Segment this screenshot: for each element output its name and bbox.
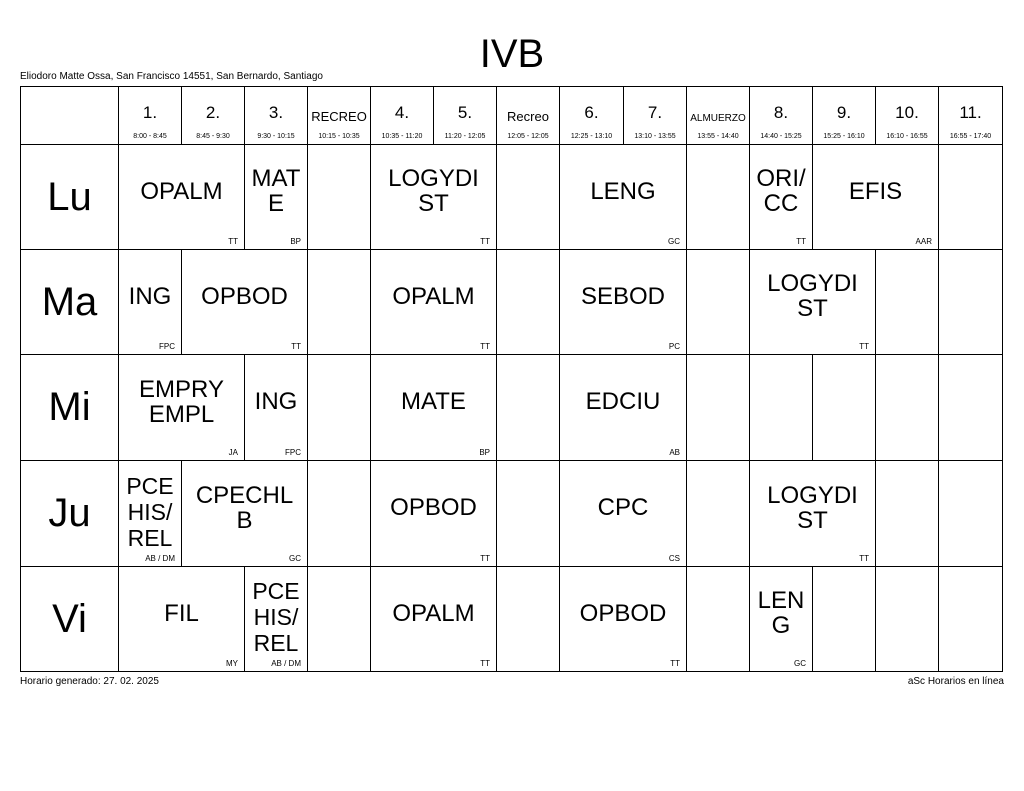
lesson-teacher: GC (668, 237, 680, 246)
timetable-title: IVB (479, 32, 545, 76)
day-name: Ma (41, 279, 98, 324)
period-label: 11. (959, 103, 982, 122)
day-name: Vi (52, 596, 87, 641)
lesson-subject: LOGYDI ST (767, 481, 858, 534)
lesson-subject: CPC (597, 494, 649, 521)
lesson-card[interactable] (244, 354, 308, 461)
lesson-subject: LEN G (757, 587, 805, 639)
lesson-teacher: AB / DM (271, 659, 301, 668)
lesson-card[interactable] (559, 460, 687, 567)
period-header (875, 86, 939, 145)
lesson-subject: LOGYDI ST (388, 165, 479, 217)
lesson-subject: LENG (590, 177, 656, 205)
lesson-subject: EDCIU (585, 388, 661, 415)
generated-date: Horario generado: 27. 02. 2025 (20, 676, 159, 687)
period-time: 13:10 - 13:55 (634, 133, 676, 140)
empty-slot (496, 566, 560, 672)
lesson-teacher: AAR (915, 237, 932, 246)
timetable-grid (20, 86, 1003, 672)
empty-slot (938, 249, 1003, 355)
lesson-subject: CPECHL B (195, 481, 294, 534)
period-header (938, 86, 1003, 145)
empty-slot (496, 144, 560, 250)
empty-slot (875, 354, 939, 461)
lesson-subject: FIL (164, 599, 199, 627)
lesson-subject: PCE HIS/ REL (126, 472, 174, 551)
empty-slot (686, 460, 750, 567)
corner-cell (20, 86, 119, 145)
lesson-card[interactable] (181, 249, 308, 355)
period-label: 8. (773, 103, 789, 122)
empty-slot (307, 249, 371, 355)
empty-slot (496, 460, 560, 567)
day-name: Mi (48, 385, 91, 429)
period-label: 7. (647, 103, 663, 122)
period-time: 14:40 - 15:25 (760, 133, 802, 140)
empty-slot (686, 144, 750, 250)
lesson-subject: ING (254, 388, 298, 415)
lesson-card[interactable] (559, 249, 687, 355)
day-cell (20, 460, 119, 567)
empty-slot (875, 566, 939, 672)
lesson-card[interactable] (370, 460, 497, 567)
lesson-teacher: TT (291, 342, 301, 351)
lesson-card[interactable] (118, 460, 182, 567)
lesson-subject: OPBOD (201, 282, 288, 310)
lesson-teacher: PC (668, 342, 680, 351)
period-time: 16:10 - 16:55 (886, 133, 928, 140)
lesson-teacher: TT (670, 659, 680, 668)
lesson-teacher: TT (480, 342, 490, 351)
lesson-teacher: TT (480, 237, 490, 246)
period-header (244, 86, 308, 145)
lesson-teacher: GC (794, 659, 806, 668)
lesson-teacher: TT (859, 342, 869, 351)
lesson-subject: ORI/ CC (756, 165, 806, 217)
lesson-card[interactable] (370, 249, 497, 355)
period-header (559, 86, 624, 145)
period-time: 12:25 - 13:10 (570, 133, 613, 140)
day-cell (20, 249, 119, 355)
period-header (686, 86, 750, 145)
period-label: 5. (457, 103, 473, 122)
lesson-teacher: TT (796, 237, 806, 246)
lesson-card[interactable] (370, 354, 497, 461)
period-label: 10. (895, 103, 919, 122)
lesson-subject: PCE HIS/ REL (252, 578, 300, 656)
empty-slot (496, 249, 560, 355)
lesson-card[interactable] (559, 144, 687, 250)
lesson-subject: OPBOD (390, 494, 477, 521)
lesson-teacher: MY (226, 659, 238, 668)
lesson-card[interactable] (749, 566, 813, 672)
lesson-subject: MAT E (251, 165, 301, 217)
lesson-teacher: TT (859, 554, 869, 563)
empty-slot (812, 354, 876, 461)
lesson-card[interactable] (370, 144, 497, 250)
period-label: RECREO (311, 109, 367, 124)
empty-slot (875, 249, 939, 355)
lesson-teacher: TT (480, 659, 490, 668)
lesson-card[interactable] (118, 249, 182, 355)
day-cell (20, 354, 119, 461)
lesson-card[interactable] (812, 144, 939, 250)
period-header (812, 86, 876, 145)
empty-slot (686, 249, 750, 355)
lesson-teacher: FPC (159, 342, 175, 351)
lesson-subject: EMPRY EMPL (139, 375, 224, 428)
lesson-card[interactable] (118, 566, 245, 672)
lesson-teacher: JA (228, 448, 238, 457)
period-header (307, 86, 371, 145)
empty-slot (496, 354, 560, 461)
period-label: Recreo (507, 109, 549, 124)
period-label: 9. (836, 103, 852, 122)
period-label: 1. (142, 103, 158, 122)
lesson-teacher: GC (289, 554, 301, 563)
lesson-card[interactable] (181, 460, 308, 567)
period-time: 8:45 - 9:30 (196, 133, 230, 140)
empty-slot (307, 354, 371, 461)
lesson-card[interactable] (244, 144, 308, 250)
day-name: Lu (47, 174, 92, 219)
empty-slot (686, 354, 750, 461)
lesson-card[interactable] (244, 566, 308, 672)
lesson-card[interactable] (559, 354, 687, 461)
day-cell (20, 566, 119, 672)
lesson-card[interactable] (749, 460, 876, 567)
empty-slot (307, 144, 371, 250)
lesson-subject: LOGYDI ST (767, 270, 858, 322)
period-time: 16:55 - 17:40 (949, 133, 992, 140)
lesson-teacher: TT (228, 237, 238, 246)
period-header (118, 86, 182, 145)
lesson-card[interactable] (749, 144, 813, 250)
lesson-teacher: TT (480, 554, 490, 563)
day-name: Ju (48, 491, 91, 535)
lesson-subject: EFIS (848, 177, 903, 205)
school-address: Eliodoro Matte Ossa, San Francisco 14551, San Bernardo, Santiago (20, 71, 323, 82)
period-header (623, 86, 687, 145)
lesson-card[interactable] (370, 566, 497, 672)
period-header (433, 86, 497, 145)
empty-slot (938, 566, 1003, 672)
period-label: 2. (205, 103, 221, 122)
empty-slot (875, 460, 939, 567)
period-time: 11:20 - 12:05 (444, 133, 486, 140)
period-label: 3. (268, 103, 284, 122)
lesson-teacher: CS (668, 554, 680, 563)
lesson-card[interactable] (118, 144, 245, 250)
lesson-teacher: AB (669, 448, 680, 457)
period-time: 8:00 - 8:45 (133, 133, 167, 140)
period-label: ALMUERZO (690, 113, 746, 124)
period-time: 13:55 - 14:40 (697, 133, 739, 140)
lesson-teacher: BP (479, 448, 490, 457)
empty-slot (938, 460, 1003, 567)
lesson-subject: OPALM (140, 177, 223, 205)
empty-slot (938, 354, 1003, 461)
empty-slot (749, 354, 813, 461)
lesson-subject: ING (128, 282, 172, 310)
empty-slot (307, 566, 371, 672)
lesson-card[interactable] (559, 566, 687, 672)
day-cell (20, 144, 119, 250)
period-header (370, 86, 434, 145)
period-header (749, 86, 813, 145)
lesson-teacher: FPC (285, 448, 301, 457)
lesson-subject: OPALM (392, 282, 475, 310)
period-time: 10:35 - 11:20 (381, 133, 423, 140)
empty-slot (307, 460, 371, 567)
empty-slot (686, 566, 750, 672)
lesson-subject: OPALM (392, 599, 475, 627)
lesson-teacher: AB / DM (145, 554, 175, 563)
period-time: 15:25 - 16:10 (823, 133, 865, 140)
period-time: 10:15 - 10:35 (318, 133, 360, 140)
period-time: 12:05 - 12:05 (507, 133, 549, 140)
period-header (181, 86, 245, 145)
lesson-card[interactable] (749, 249, 876, 355)
generator-credit: aSc Horarios en línea (907, 676, 1004, 687)
empty-slot (812, 566, 876, 672)
lesson-subject: SEBOD (580, 282, 666, 310)
period-label: 6. (584, 103, 599, 122)
lesson-subject: OPBOD (579, 599, 667, 627)
period-label: 4. (394, 103, 410, 122)
lesson-card[interactable] (118, 354, 245, 461)
lesson-teacher: BP (290, 237, 301, 246)
empty-slot (938, 144, 1003, 250)
period-time: 9:30 - 10:15 (257, 133, 295, 140)
period-header (496, 86, 560, 145)
lesson-subject: MATE (401, 388, 466, 415)
